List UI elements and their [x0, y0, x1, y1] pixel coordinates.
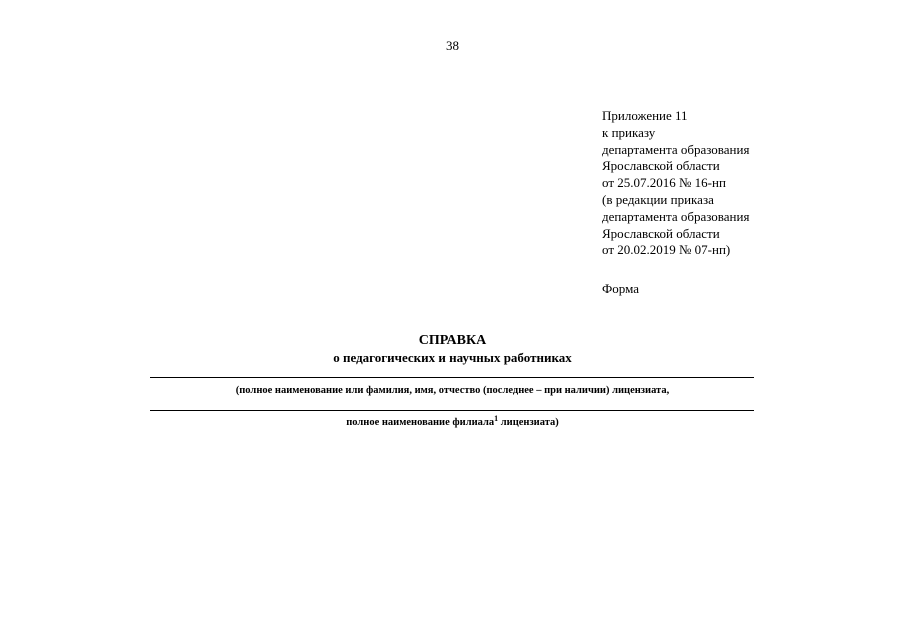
appendix-block — [602, 108, 749, 259]
document-subtitle: о педагогических и научных работниках — [333, 350, 572, 365]
footnote-mark: 1 — [494, 414, 499, 423]
branch-name-caption — [0, 416, 905, 429]
branch-caption-text-end: лицензиата) — [498, 417, 559, 428]
appendix-line: Приложение 11 — [602, 108, 688, 123]
appendix-line: департамента образования — [602, 141, 750, 157]
licensee-name-caption: (полное наименование или фамилия, имя, отчество (последнее – при наличии) лицензиата, — [235, 385, 670, 396]
document-title: СПРАВКА — [418, 333, 487, 348]
page-number: 38 — [446, 38, 459, 53]
appendix-line: от 20.02.2019 № 07-нп) — [602, 242, 731, 258]
appendix-line: департамента образования — [602, 208, 750, 224]
appendix-line: Ярославской области — [602, 225, 720, 241]
appendix-line: от 25.07.2016 № 16-нп — [602, 175, 726, 191]
licensee-name-fill-line — [150, 377, 754, 378]
form-label: Форма — [602, 281, 639, 296]
branch-caption-text: полное наименование филиала — [346, 417, 495, 428]
branch-name-fill-line — [150, 410, 754, 411]
appendix-line: (в редакции приказа — [602, 191, 714, 207]
appendix-line: Ярославской области — [602, 158, 720, 174]
appendix-line: к приказу — [602, 124, 656, 140]
